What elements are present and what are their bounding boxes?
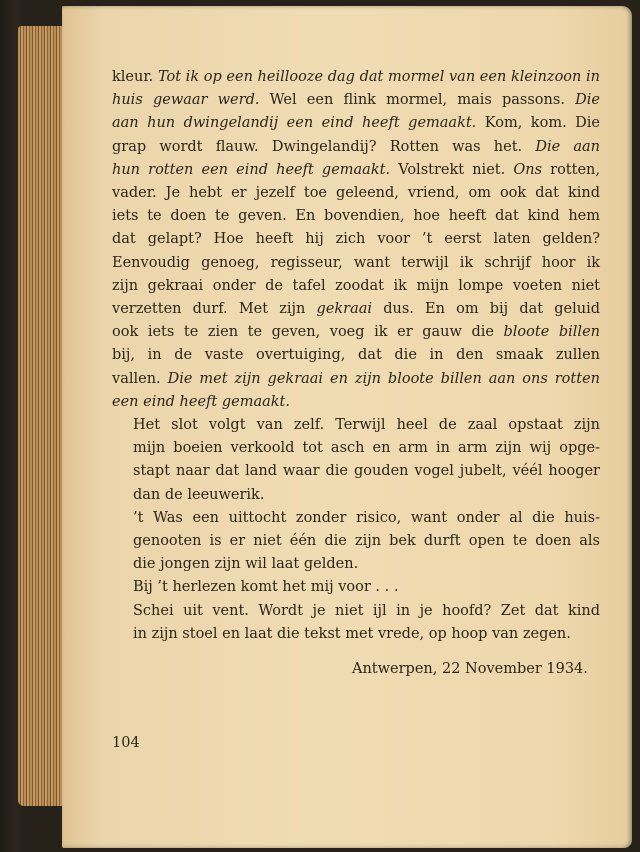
text-line: [112, 66, 600, 89]
text-line: [112, 275, 600, 298]
text-line: [112, 553, 600, 576]
text-line: [112, 576, 600, 599]
text-line: [112, 391, 600, 414]
text-line: [112, 321, 600, 344]
text-line: [112, 484, 600, 507]
italic-run: Ons: [513, 161, 543, 178]
italic-run: aan hun dwingelandij een eind heeft gemaakt.: [112, 115, 477, 132]
text-run: Schei uit vent. Wordt je niet ijl in je hoofd? Zet dat kind: [133, 602, 600, 619]
italic-run: bloote billen: [503, 324, 600, 341]
text-run: Eenvoudig genoeg, regisseur, want terwijl ik schrijf hoor ik: [112, 254, 600, 271]
text-run: verzetten durf. Met zijn: [112, 301, 317, 318]
text-run: dat gelapt? Hoe heeft hij zich voor ’t eerst laten gelden?: [112, 231, 600, 248]
text-line: [112, 623, 600, 646]
text-run: dan de leeuwerik.: [133, 486, 265, 503]
text-line: [112, 460, 600, 483]
italic-run: Die met zijn gekraai en zijn bloote billen aan ons rotten: [167, 370, 600, 387]
text-run: ’t Was een uittocht zonder risico, want onder al die huis-: [133, 509, 600, 526]
text-line: [112, 530, 600, 553]
text-line: [112, 89, 600, 112]
italic-run: huis gewaar werd.: [112, 92, 260, 109]
place-date: Antwerpen, 22 November 1934.: [352, 661, 588, 677]
text-run: Volstrekt niet.: [390, 161, 514, 178]
paragraph: [112, 600, 600, 646]
text-line: [112, 414, 600, 437]
text-run: in zijn stoel en laat die tekst met vrede, op hoop van zegen.: [133, 625, 571, 642]
text-line: [112, 298, 600, 321]
page-number: 104: [112, 735, 140, 751]
italic-run: hun rotten een eind heeft gemaakt.: [112, 161, 391, 178]
text-line: [112, 368, 600, 391]
paragraph: [112, 66, 600, 414]
paragraph: [112, 414, 600, 507]
italic-run: Tot ik op een heillooze dag dat mormel van een kleinzoon in: [157, 69, 600, 85]
text-line: [112, 437, 600, 460]
text-run: zijn gekraai onder de tafel zoodat ik mijn lompe voeten niet: [112, 277, 600, 294]
text-run: Het slot volgt van zelf. Terwijl heel de zaal opstaat zijn: [133, 417, 600, 434]
italic-run: Die: [575, 92, 600, 109]
text-run: grap wordt flauw. Dwingelandij? Rotten was het.: [112, 138, 536, 155]
text-run: bij, in de vaste overtuiging, dat die in den smaak zullen: [112, 347, 600, 364]
text-run: vallen.: [112, 370, 168, 387]
text-run: iets te doen te geven. En bovendien, hoe heeft dat kind hem: [112, 208, 600, 225]
text-run: rotten,: [542, 161, 600, 178]
text-line: [112, 252, 600, 275]
body-text: [112, 66, 600, 646]
text-run: die jongen zijn wil laat gelden.: [133, 556, 359, 573]
text-run: mijn boeien verkoold tot asch en arm in arm zijn wij opge-: [133, 440, 600, 457]
text-line: [112, 112, 600, 135]
text-line: [112, 205, 600, 228]
italic-run: een eind heeft gemaakt.: [112, 393, 290, 410]
italic-run: Die aan: [535, 138, 600, 155]
text-run: dus. En om bij dat geluid: [372, 301, 601, 318]
text-run: vader. Je hebt er jezelf toe geleend, vriend, om ook dat kind: [112, 185, 600, 202]
text-line: [112, 507, 600, 530]
text-line: [112, 136, 600, 159]
text-run: kleur.: [112, 69, 158, 85]
text-run: genooten is er niet één die zijn bek durft open te doen als: [133, 533, 600, 550]
text-line: [112, 228, 600, 251]
text-line: [112, 182, 600, 205]
text-line: [112, 159, 600, 182]
text-run: stapt naar dat land waar die gouden vogel jubelt, véél hooger: [133, 463, 600, 480]
text-line: [112, 600, 600, 623]
text-run: ook iets te zien te geven, voeg ik er gauw die: [112, 324, 504, 341]
text-line: [112, 344, 600, 367]
text-run: Wel een flink mormel, mais passons.: [259, 92, 576, 109]
text-run: Kom, kom. Die: [476, 115, 601, 132]
paragraph: [112, 576, 600, 599]
paragraph: [112, 507, 600, 577]
italic-run: gekraai: [316, 301, 373, 318]
text-run: Bij ’t herlezen komt het mij voor . . .: [133, 579, 399, 596]
